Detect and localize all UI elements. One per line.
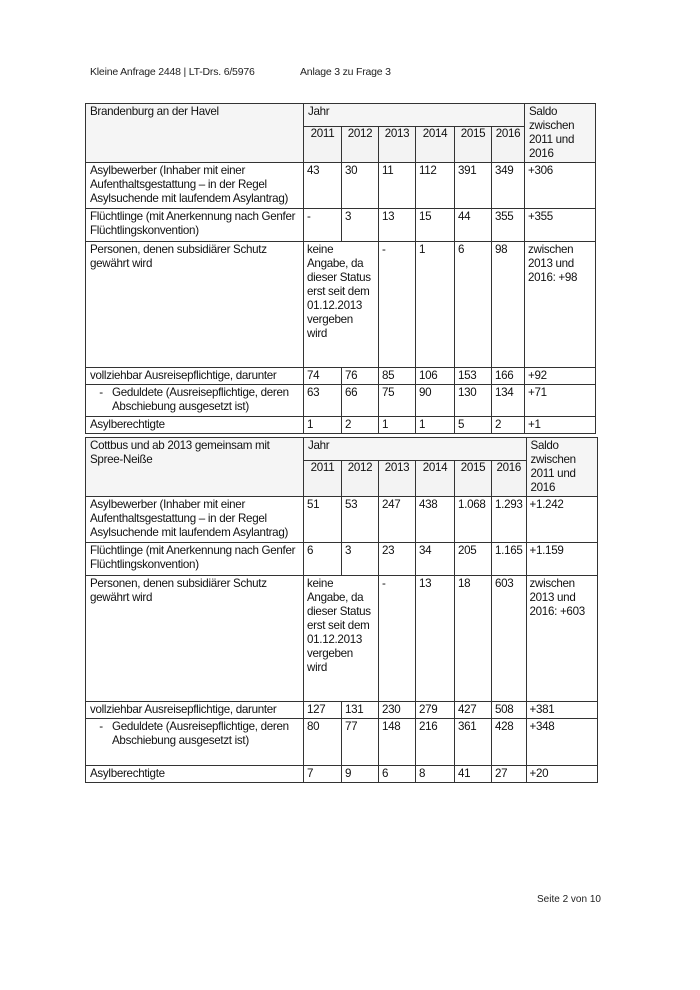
year-cell: 2014 <box>416 461 455 497</box>
row-label: Asylbewerber (Inhaber mit einer Aufenthaltsgestattung – in der Regel Asylsuchende mit laufendem Asylantrag) <box>86 497 304 543</box>
year-cell: 2011 <box>304 461 342 497</box>
table-cell: 130 <box>455 385 492 417</box>
table-cell: 5 <box>455 417 492 434</box>
table-cell: 75 <box>379 385 416 417</box>
year-cell: 2013 <box>379 461 416 497</box>
saldo-header: Saldo zwischen 2011 und 2016 <box>526 438 597 497</box>
table-cell: 27 <box>492 766 527 783</box>
table-cell: 2 <box>342 417 379 434</box>
table-cell: 41 <box>455 766 492 783</box>
saldo-cell: +1.159 <box>526 543 597 576</box>
year-cell: 2014 <box>416 127 455 163</box>
table-cell: 43 <box>304 163 342 209</box>
table-cell: 98 <box>492 242 525 368</box>
table-cell: 603 <box>492 576 527 702</box>
table-cell: 76 <box>342 368 379 385</box>
year-cell: 2016 <box>492 461 527 497</box>
sub-row-label <box>86 719 304 766</box>
year-header: Jahr <box>304 104 525 127</box>
saldo-cell: +71 <box>525 385 596 417</box>
table-cell: 2 <box>492 417 525 434</box>
table-cottbus <box>85 437 598 783</box>
table-cell: 23 <box>379 543 416 576</box>
table-cell: 508 <box>492 702 527 719</box>
table-cell: 131 <box>342 702 379 719</box>
table-cell: 11 <box>379 163 416 209</box>
saldo-cell: +348 <box>526 719 597 766</box>
table-cell: 1 <box>416 242 455 368</box>
row-label: Asylberechtigte <box>86 417 304 434</box>
saldo-header: Saldo zwischen 2011 und 2016 <box>525 104 596 163</box>
table-cell: - <box>379 242 416 368</box>
saldo-cell: +92 <box>525 368 596 385</box>
table-cell: 427 <box>455 702 492 719</box>
year-cell: 2015 <box>455 127 492 163</box>
saldo-cell: +20 <box>526 766 597 783</box>
year-cell: 2012 <box>342 461 379 497</box>
table-cell: 134 <box>492 385 525 417</box>
merged-note-cell: keine Angabe, da dieser Status erst seit dem 01.12.2013 vergeben wird <box>304 576 379 702</box>
table-cell: 205 <box>455 543 492 576</box>
table-cell: 13 <box>416 576 455 702</box>
bullet-dash: - <box>99 386 103 399</box>
row-label: Personen, denen subsidiärer Schutz gewährt wird <box>86 242 304 368</box>
table-cell: 428 <box>492 719 527 766</box>
table-cell: 6 <box>379 766 416 783</box>
sub-row-label <box>86 385 304 417</box>
table-cell: 1 <box>304 417 342 434</box>
document-reference: Kleine Anfrage 2448 | LT-Drs. 6/5976 <box>90 66 255 78</box>
row-label: Personen, denen subsidiärer Schutz gewährt wird <box>86 576 304 702</box>
row-label: Asylbewerber (Inhaber mit einer Aufenthaltsgestattung – in der Regel Asylsuchende mit laufendem Asylantrag) <box>86 163 304 209</box>
row-label: Geduldete (Ausreisepflichtige, deren Abschiebung ausgesetzt ist) <box>112 720 289 747</box>
table-cell: 77 <box>342 719 379 766</box>
merged-note-cell: keine Angabe, da dieser Status erst seit dem 01.12.2013 vergeben wird <box>304 242 379 368</box>
year-cell: 2011 <box>304 127 342 163</box>
table-cell: 148 <box>379 719 416 766</box>
table-cell: 279 <box>416 702 455 719</box>
page-number: Seite 2 von 10 <box>537 894 601 905</box>
table-cell: 391 <box>455 163 492 209</box>
saldo-cell: +1.242 <box>526 497 597 543</box>
table-cell: 85 <box>379 368 416 385</box>
table-cell: 30 <box>342 163 379 209</box>
year-header: Jahr <box>304 438 527 461</box>
table-cell: 230 <box>379 702 416 719</box>
saldo-cell: +381 <box>526 702 597 719</box>
table-cell: 9 <box>342 766 379 783</box>
row-label: Asylberechtigte <box>86 766 304 783</box>
table-cell: 1 <box>379 417 416 434</box>
table-cell: 355 <box>492 209 525 242</box>
table-cell: 247 <box>379 497 416 543</box>
year-cell: 2016 <box>492 127 525 163</box>
table-cell: 80 <box>304 719 342 766</box>
saldo-cell: +1 <box>525 417 596 434</box>
table-cell: 1.165 <box>492 543 527 576</box>
table-cell: 18 <box>455 576 492 702</box>
table-cell: 6 <box>455 242 492 368</box>
table-cell: 361 <box>455 719 492 766</box>
saldo-cell: +306 <box>525 163 596 209</box>
table-cell: 166 <box>492 368 525 385</box>
year-cell: 2015 <box>455 461 492 497</box>
table-cell: 349 <box>492 163 525 209</box>
saldo-cell: +355 <box>525 209 596 242</box>
table-cell: 13 <box>379 209 416 242</box>
year-cell: 2013 <box>379 127 416 163</box>
saldo-cell: zwischen 2013 und 2016: +603 <box>526 576 597 702</box>
table-cell: 1.068 <box>455 497 492 543</box>
row-label: vollziehbar Ausreisepflichtige, darunter <box>86 702 304 719</box>
table-cell: 6 <box>304 543 342 576</box>
table-brandenburg <box>85 103 596 434</box>
region-header: Brandenburg an der Havel <box>86 104 304 163</box>
table-cell: 44 <box>455 209 492 242</box>
table-cell: - <box>379 576 416 702</box>
saldo-cell: zwischen 2013 und 2016: +98 <box>525 242 596 368</box>
table-cell: 8 <box>416 766 455 783</box>
row-label: vollziehbar Ausreisepflichtige, darunter <box>86 368 304 385</box>
table-cell: 63 <box>304 385 342 417</box>
table-cell: 438 <box>416 497 455 543</box>
table-cell: 51 <box>304 497 342 543</box>
table-cell: 3 <box>342 209 379 242</box>
table-cell: 127 <box>304 702 342 719</box>
table-cell: 7 <box>304 766 342 783</box>
table-cell: 153 <box>455 368 492 385</box>
region-header: Cottbus und ab 2013 gemeinsam mit Spree-Neiße <box>86 438 304 497</box>
table-cell: 66 <box>342 385 379 417</box>
table-cell: 34 <box>416 543 455 576</box>
table-cell: 216 <box>416 719 455 766</box>
row-label: Flüchtlinge (mit Anerkennung nach Genfer Flüchtlingskonvention) <box>86 543 304 576</box>
table-cell: 74 <box>304 368 342 385</box>
table-cell: 53 <box>342 497 379 543</box>
table-cell: 106 <box>416 368 455 385</box>
row-label: Flüchtlinge (mit Anerkennung nach Genfer Flüchtlingskonvention) <box>86 209 304 242</box>
table-cell: 1 <box>416 417 455 434</box>
table-cell: 1.293 <box>492 497 527 543</box>
table-cell: 112 <box>416 163 455 209</box>
bullet-dash: - <box>99 720 103 733</box>
table-cell: 3 <box>342 543 379 576</box>
table-cell: - <box>304 209 342 242</box>
table-cell: 90 <box>416 385 455 417</box>
attachment-label: Anlage 3 zu Frage 3 <box>300 66 391 78</box>
row-label: Geduldete (Ausreisepflichtige, deren Abschiebung ausgesetzt ist) <box>112 386 289 413</box>
year-cell: 2012 <box>342 127 379 163</box>
table-cell: 15 <box>416 209 455 242</box>
